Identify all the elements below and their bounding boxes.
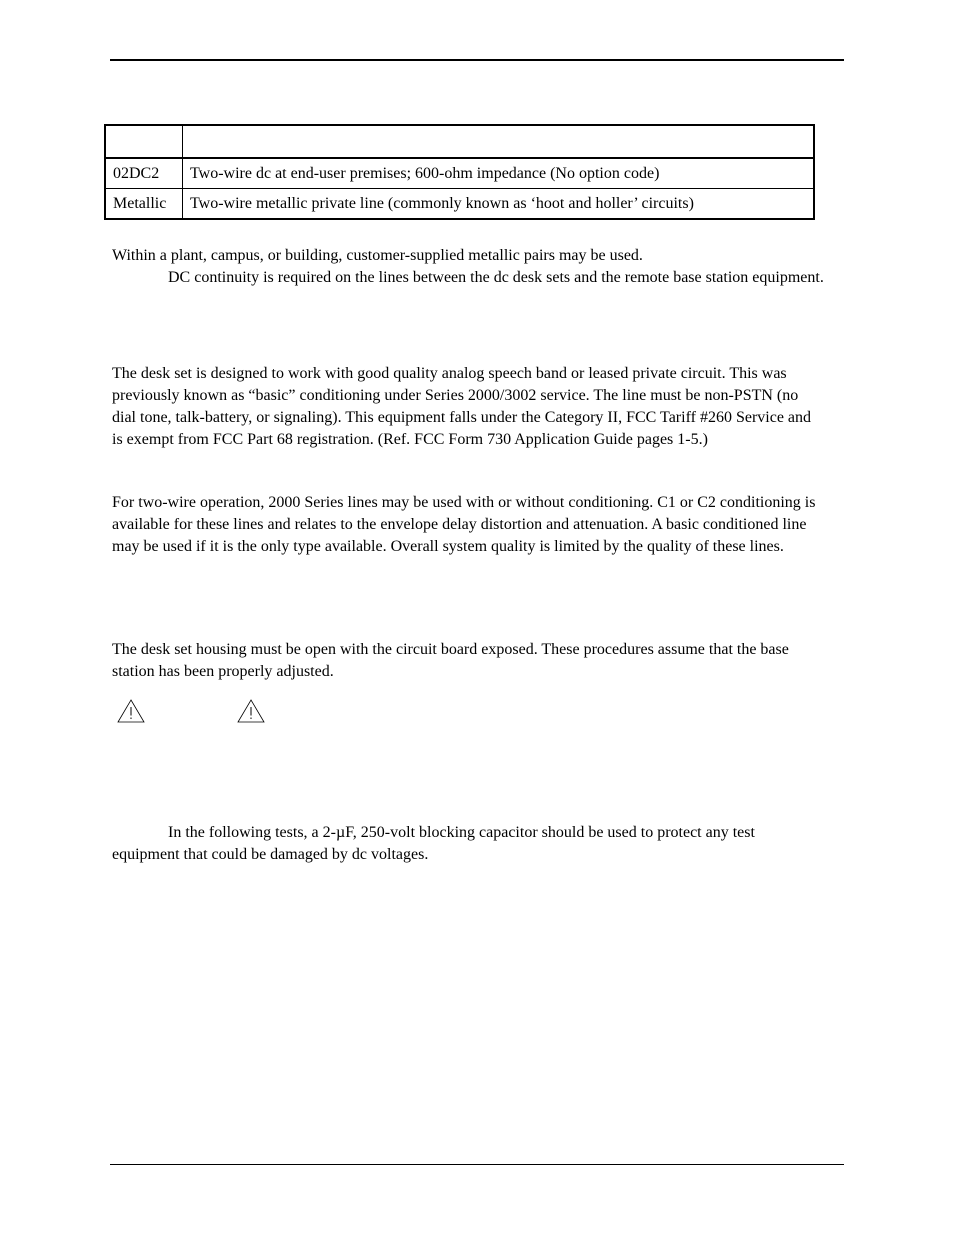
table-header-cell: [183, 125, 815, 158]
warning-triangle-icon: [117, 699, 145, 723]
table-header-cell: [105, 125, 183, 158]
option-description-cell: Two-wire metallic private line (commonly known as ‘hoot and holler’ circuits): [183, 189, 815, 220]
table-header-row: [105, 125, 814, 158]
paragraph-dc-continuity: DC continuity is required on the lines between the dc desk sets and the remote base station equipment.: [168, 269, 824, 286]
paragraph-housing-open: The desk set housing must be open with the circuit board exposed. These procedures assume that the base station has been properly adjusted.: [112, 641, 789, 680]
paragraph-line-quality: The desk set is designed to work with good quality analog speech band or leased private circuit. This was previously known as “basic” conditioning under Series 2000/3002 service. The line must be non-PSTN (no dial tone, talk-battery, or signaling). This equipment falls under the Category II, FCC Tariff #260 Service and is exempt from FCC Part 68 registration. (Ref. FCC Form 730 Application Guide pages 1-5.): [112, 365, 812, 448]
table-row: [105, 189, 814, 220]
warning-triangle-icon: [237, 699, 265, 723]
paragraph-two-wire-operation: For two-wire operation, 2000 Series lines may be used with or without conditioning. C1 or C2 conditioning is available for these lines and relates to the envelope delay distortion and attenuation. A basic conditioned line may be used if it is the only type available. Overall system quality is limited by the quality of these lines.: [112, 494, 816, 555]
option-code-cell: Metallic: [105, 189, 183, 220]
table-row: [105, 158, 814, 189]
line-options-table: [104, 124, 815, 220]
option-code-cell: 02DC2: [105, 158, 183, 189]
header-rule: [110, 59, 844, 61]
option-description-cell: Two-wire dc at end-user premises; 600-ohm impedance (No option code): [183, 158, 815, 189]
footer-rule: [110, 1164, 844, 1165]
paragraph-blocking-capacitor: In the following tests, a 2-µF, 250-volt blocking capacitor should be used to protect any test equipment that could be damaged by dc voltages.: [112, 824, 755, 863]
paragraph-metallic-pairs: Within a plant, campus, or building, customer-supplied metallic pairs may be used.: [112, 247, 643, 264]
